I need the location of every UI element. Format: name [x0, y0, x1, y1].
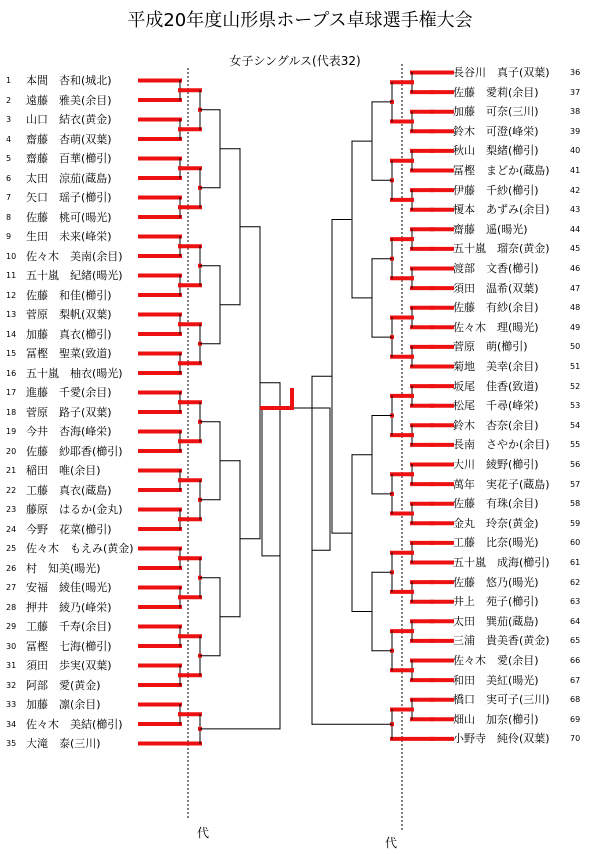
entry-number: 36	[570, 68, 581, 77]
entry-number: 39	[570, 126, 581, 136]
entry-number: 52	[570, 381, 581, 391]
player-name: 菅原 萌(櫛引)	[453, 340, 528, 354]
player-name: 加藤 凛(余目)	[26, 698, 101, 711]
entry-number: 63	[570, 597, 581, 607]
player-name: 進藤 千愛(余目)	[26, 386, 112, 399]
player-name: 菅原 梨帆(双葉)	[26, 308, 112, 321]
player-name: 冨樫 聖菜(致道)	[26, 347, 112, 360]
entry-number: 53	[570, 401, 581, 411]
player-name: 佐々木 もえみ(黄金)	[26, 542, 134, 555]
player-name: 佐々木 理(暘光)	[453, 320, 539, 334]
player-name: 小野寺 純伶(双葉)	[453, 732, 550, 746]
entry-number: 27	[6, 583, 17, 592]
entry-number: 10	[6, 251, 17, 261]
entry-number: 3	[6, 115, 12, 124]
entry-number: 12	[6, 290, 17, 300]
entry-number: 62	[570, 577, 581, 587]
entry-number: 33	[6, 700, 17, 709]
entry-number: 14	[6, 329, 17, 339]
entry-number: 56	[570, 460, 581, 469]
entry-number: 22	[6, 485, 17, 495]
entry-number: 49	[570, 322, 581, 332]
entry-number: 50	[570, 342, 581, 352]
player-name: 菊地 美幸(余目)	[453, 360, 539, 373]
entry-number: 37	[570, 87, 581, 97]
entry-number: 20	[6, 446, 17, 456]
player-name: 矢口 瑶子(櫛引)	[26, 191, 112, 204]
player-name: 井上 苑子(櫛引)	[453, 595, 539, 609]
player-name: 稲田 唯(余目)	[26, 464, 101, 477]
entry-number: 48	[570, 303, 581, 313]
entry-number: 6	[6, 173, 12, 183]
player-name: 加藤 真衣(櫛引)	[26, 327, 112, 341]
entry-number: 67	[570, 675, 581, 685]
player-name: 渡部 文香(櫛引)	[453, 262, 539, 275]
entry-number: 51	[570, 362, 581, 371]
player-name: 須田 温希(双葉)	[453, 281, 539, 295]
entry-number: 59	[570, 518, 581, 528]
entry-number: 38	[570, 107, 581, 117]
player-name: 村 知美(暘光)	[26, 561, 101, 575]
entry-number: 64	[570, 616, 581, 626]
entry-number: 32	[6, 680, 17, 690]
player-name: 冨樫 まどか(蔵島)	[453, 164, 550, 177]
entry-number: 54	[570, 420, 581, 430]
player-name: 佐藤 悠乃(暘光)	[453, 575, 539, 589]
entry-number: 26	[6, 563, 17, 573]
player-name: 阿部 愛(黄金)	[26, 678, 101, 692]
player-name: 齋藤 遥(暘光)	[453, 222, 528, 236]
player-name: 坂尾 佳香(致道)	[453, 379, 539, 393]
entry-number: 29	[6, 622, 17, 631]
entry-number: 35	[6, 739, 17, 748]
entry-number: 41	[570, 166, 581, 175]
player-name: 畑山 加奈(櫛引)	[453, 712, 539, 726]
player-name: 本間 杏和(城北)	[26, 74, 112, 87]
entry-number: 34	[6, 719, 17, 729]
player-name: 和田 美紅(暘光)	[453, 673, 539, 687]
entry-number: 40	[570, 146, 581, 156]
entry-number: 24	[6, 524, 17, 534]
player-name: 加藤 可奈(三川)	[453, 105, 539, 119]
entry-number: 18	[6, 407, 17, 417]
player-name: 佐々木 美南(余目)	[26, 249, 123, 263]
player-name: 佐藤 桃可(暘光)	[26, 210, 112, 224]
event-subtitle: 女子シングルス(代表32)	[229, 54, 361, 68]
player-name: 太田 巽茄(蔵島)	[453, 614, 539, 628]
entry-number: 4	[6, 134, 12, 144]
player-name: 佐藤 和佳(櫛引)	[26, 288, 112, 302]
player-name: 五十嵐 紀緒(暘光)	[26, 269, 123, 282]
player-name: 工藤 千寿(余目)	[26, 620, 112, 633]
entry-number: 66	[570, 656, 581, 665]
player-name: 伊藤 千紗(櫛引)	[453, 183, 539, 197]
entry-number: 9	[6, 232, 12, 241]
player-name: 安福 綾佳(暘光)	[26, 581, 112, 594]
player-name: 今野 花菜(櫛引)	[26, 522, 112, 536]
entry-number: 46	[570, 264, 581, 273]
entry-number: 43	[570, 205, 581, 215]
entry-number: 25	[6, 544, 17, 553]
player-name: 工藤 比奈(暘光)	[453, 536, 539, 550]
entry-number: 28	[6, 602, 17, 612]
player-name: 長谷川 真子(双葉)	[453, 66, 550, 79]
entry-number: 68	[570, 695, 581, 705]
entry-number: 47	[570, 283, 581, 293]
entry-number: 8	[6, 212, 12, 222]
rep-mark-right: 代	[385, 836, 398, 850]
entry-number: 2	[6, 95, 12, 105]
player-name: 遠藤 雅美(余目)	[26, 93, 112, 107]
player-name: 橋口 実可子(三川)	[453, 693, 550, 707]
player-name: 生田 未来(峰栄)	[26, 230, 112, 243]
entry-number: 57	[570, 479, 581, 489]
entry-number: 31	[6, 661, 17, 670]
rep-mark-left: 代	[197, 826, 210, 840]
entry-number: 23	[6, 505, 17, 514]
player-name: 山口 結衣(黄金)	[26, 113, 112, 126]
player-name: 齋藤 杏萌(双葉)	[26, 132, 112, 146]
player-name: 三浦 貴美香(黄金)	[453, 634, 550, 648]
entry-number: 30	[6, 641, 17, 651]
player-name: 金丸 玲奈(黄金)	[453, 516, 539, 530]
player-name: 今井 杏海(峰栄)	[26, 425, 112, 438]
player-name: 太田 涼茄(蔵島)	[26, 171, 112, 185]
entry-number: 19	[6, 427, 17, 436]
entry-number: 21	[6, 466, 17, 475]
entry-number: 42	[570, 185, 581, 195]
entry-number: 45	[570, 244, 581, 254]
entry-number: 44	[570, 224, 581, 234]
player-name: 菅原 路子(双葉)	[26, 405, 112, 419]
entry-number: 5	[6, 154, 12, 163]
entry-number: 69	[570, 714, 581, 724]
entry-number: 61	[570, 558, 581, 567]
entry-number: 1	[6, 76, 12, 85]
entry-number: 13	[6, 310, 17, 319]
player-name: 大川 綾野(櫛引)	[453, 458, 539, 471]
player-name: 工藤 真衣(蔵島)	[26, 483, 112, 497]
player-name: 藤原 はるか(金丸)	[26, 503, 123, 516]
player-name: 鈴木 可澄(峰栄)	[453, 124, 539, 138]
player-name: 長南 さやか(余目)	[453, 438, 550, 452]
entry-number: 58	[570, 499, 581, 509]
player-name: 秋山 梨緒(櫛引)	[453, 144, 539, 158]
player-name: 齋藤 百華(櫛引)	[26, 152, 112, 165]
entry-number: 15	[6, 349, 17, 358]
player-name: 萬年 実花子(蔵島)	[453, 477, 550, 491]
player-name: 押井 綾乃(峰栄)	[26, 600, 112, 614]
entry-number: 70	[570, 734, 581, 744]
player-name: 須田 歩実(双葉)	[26, 659, 112, 672]
player-name: 榎本 あずみ(余目)	[453, 203, 550, 217]
player-name: 佐々木 美結(櫛引)	[26, 717, 123, 731]
entry-number: 65	[570, 636, 581, 646]
player-name: 大滝 泰(三川)	[26, 737, 101, 750]
entry-number: 11	[6, 271, 17, 280]
entry-number: 60	[570, 538, 581, 548]
player-name: 松尾 千尋(峰栄)	[453, 399, 539, 413]
player-name: 佐藤 有紗(余目)	[453, 301, 539, 315]
player-name: 佐々木 愛(余目)	[453, 654, 539, 667]
entry-number: 17	[6, 388, 17, 397]
player-name: 五十嵐 瑠奈(黄金)	[453, 242, 550, 256]
player-name: 鈴木 杏奈(余目)	[453, 418, 539, 432]
player-name: 佐藤 愛莉(余目)	[453, 85, 539, 99]
entry-number: 16	[6, 368, 17, 378]
player-name: 五十嵐 柚衣(暘光)	[26, 366, 123, 380]
player-name: 佐藤 紗耶香(櫛引)	[26, 444, 123, 458]
player-name: 冨樫 七海(櫛引)	[26, 639, 112, 653]
player-name: 佐藤 有珠(余目)	[453, 497, 539, 511]
player-name: 五十嵐 成海(櫛引)	[453, 556, 550, 569]
entry-number: 7	[6, 193, 12, 202]
page-title: 平成20年度山形県ホープス卓球選手権大会	[127, 10, 473, 31]
entry-number: 55	[570, 440, 581, 450]
